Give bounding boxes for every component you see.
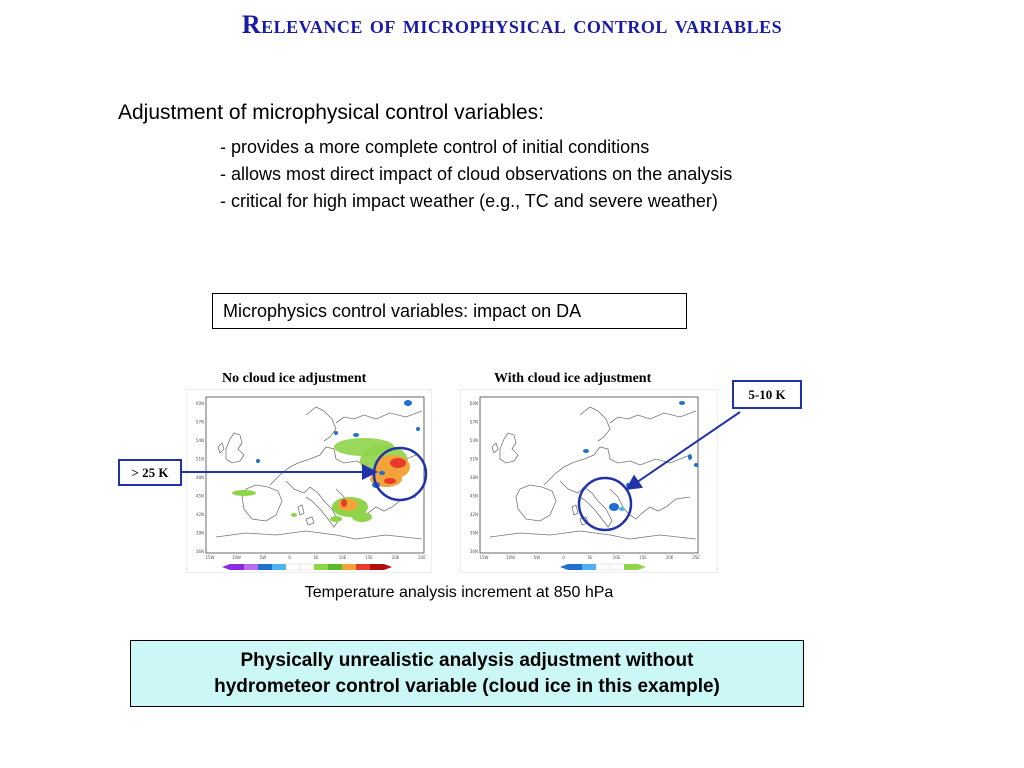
lat-tick: 57N: [469, 419, 478, 425]
lon-tick: 0: [288, 555, 291, 560]
lon-tick: 15W: [479, 555, 489, 560]
tag-left: > 25 K: [118, 459, 182, 486]
lat-tick: 57N: [195, 419, 204, 425]
lon-tick: 15E: [639, 555, 647, 560]
lat-tick: 39N: [195, 530, 204, 536]
map-left-label: No cloud ice adjustment: [222, 371, 367, 386]
lat-tick: 48N: [195, 475, 204, 480]
lat-tick: 54N: [469, 438, 478, 443]
tag-right: 5-10 K: [732, 380, 802, 409]
lon-tick: 5E: [313, 555, 319, 560]
lon-tick: 15E: [365, 555, 373, 560]
lat-tick: 51N: [195, 456, 204, 462]
lon-tick: 5W: [533, 555, 541, 560]
lat-tick: 45N: [469, 493, 478, 499]
lon-tick: 15W: [205, 555, 215, 560]
lat-tick: 60N: [469, 401, 478, 406]
lon-tick: 10W: [505, 555, 516, 560]
lon-tick: 20E: [665, 555, 674, 560]
lon-tick-labels: [479, 555, 700, 560]
lon-tick: 5W: [259, 555, 267, 560]
bullet-item: - allows most direct impact of cloud observations on the analysis: [220, 164, 733, 184]
map-right-colorbar: [560, 564, 646, 570]
lat-tick: 42N: [469, 512, 478, 517]
lat-tick: 54N: [195, 438, 204, 443]
lat-tick: 42N: [195, 512, 204, 517]
lon-tick: 10E: [612, 555, 621, 560]
lat-tick-labels: [196, 401, 204, 554]
lon-tick: 5E: [587, 555, 593, 560]
lon-tick: 0: [562, 555, 565, 560]
lat-tick: 36N: [469, 549, 478, 554]
lon-tick: 25E: [692, 555, 700, 560]
bullet-item: - provides a more complete control of initial conditions: [220, 137, 650, 157]
map-left-colorbar: [222, 564, 392, 570]
lon-tick: 10E: [338, 555, 347, 560]
map-right-panel: [460, 389, 718, 573]
lon-tick: 20E: [391, 555, 400, 560]
bullet-list: [220, 134, 732, 215]
map-caption: Temperature analysis increment at 850 hPa: [304, 584, 614, 601]
map-right-frame: [480, 397, 698, 553]
lat-tick: 36N: [195, 549, 204, 554]
lat-tick: 60N: [195, 401, 204, 406]
intro-text: Adjustment of microphysical control variables:: [118, 101, 545, 124]
lon-tick-labels: [205, 555, 426, 560]
map-right-label: With cloud ice adjustment: [494, 371, 652, 386]
map-left-panel: [186, 389, 432, 573]
lat-tick: 39N: [469, 530, 478, 536]
lat-tick: 45N: [195, 493, 204, 499]
bullet-item: - critical for high impact weather (e.g., TC and severe weather): [220, 191, 718, 211]
subtitle-box: Microphysics control variables: impact on DA: [212, 293, 687, 329]
lat-tick-labels: [470, 401, 478, 554]
lat-tick: 51N: [469, 456, 478, 462]
slide-title: Relevance of microphysical control variables: [241, 10, 783, 39]
conclusion-box: [130, 640, 804, 707]
conclusion-line: hydrometeor control variable (cloud ice in this example): [214, 676, 720, 697]
lon-tick: 10W: [231, 555, 242, 560]
lon-tick: 25E: [418, 555, 426, 560]
lat-tick: 48N: [469, 475, 478, 480]
conclusion-line: Physically unrealistic analysis adjustment without: [240, 650, 694, 671]
